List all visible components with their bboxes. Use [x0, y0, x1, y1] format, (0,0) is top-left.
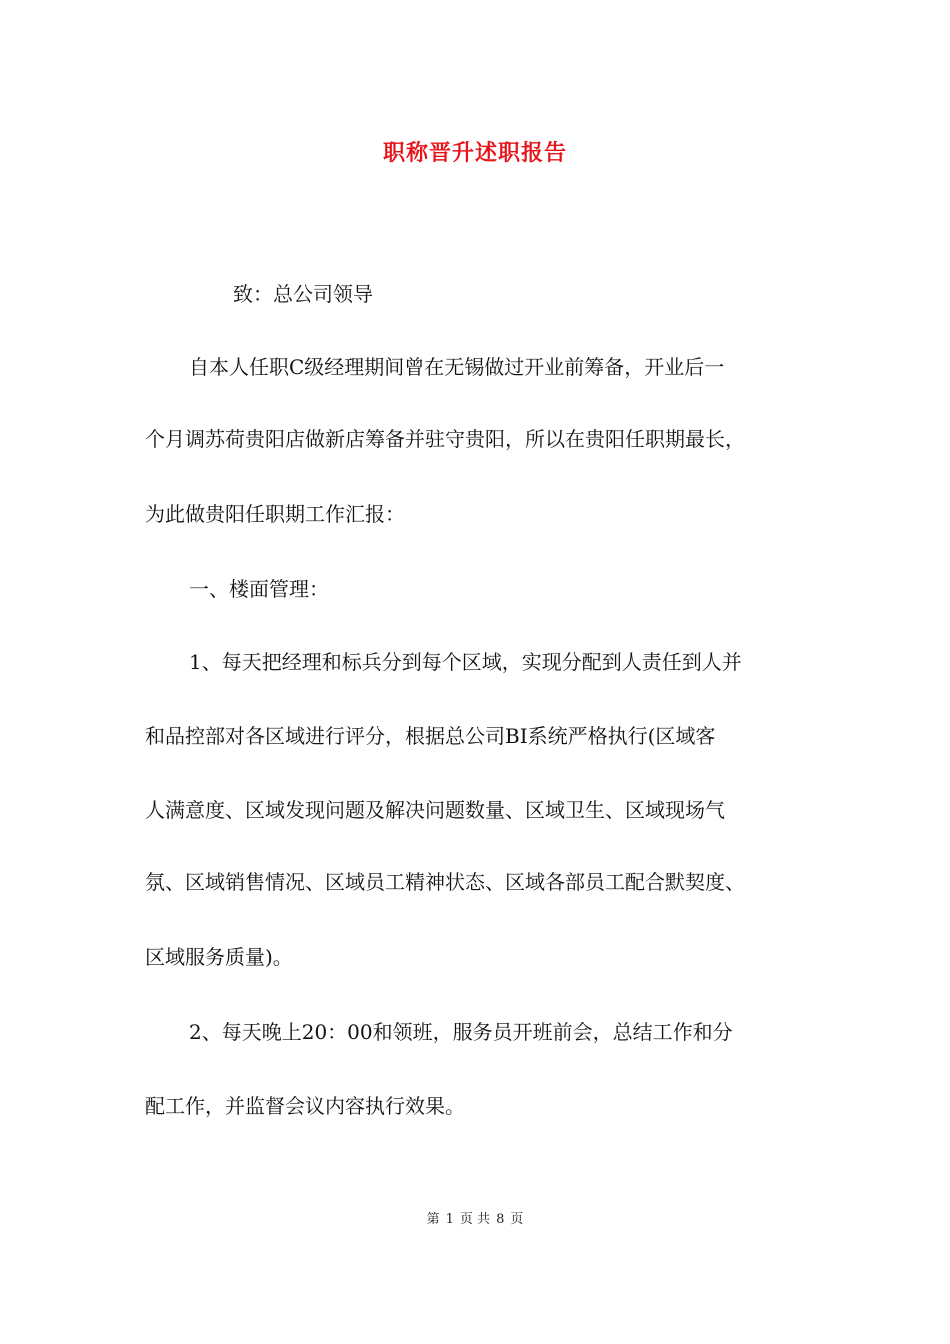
paragraph-line: 氛、区域销售情况、区域员工精神状态、区域各部员工配合默契度、	[145, 870, 745, 894]
footer-total-pages: 8	[496, 1212, 505, 1227]
paragraph-line: 为此做贵阳任职期工作汇报：	[145, 502, 405, 526]
paragraph-line: 2、每天晚上20：00和领班，服务员开班前会，总结工作和分	[189, 1020, 733, 1044]
paragraph-line: 个月调苏荷贵阳店做新店筹备并驻守贵阳，所以在贵阳任职期最长，	[145, 427, 745, 451]
paragraph-line: 和品控部对各区域进行评分，根据总公司BI系统严格执行(区域客	[145, 724, 716, 748]
footer-current-page: 1	[445, 1212, 454, 1227]
footer-prefix: 第	[426, 1212, 440, 1227]
paragraph-line: 配工作，并监督会议内容执行效果。	[145, 1094, 465, 1118]
page-number-footer	[0, 1208, 950, 1227]
footer-suffix: 页	[510, 1212, 524, 1227]
footer-mid: 页 共	[459, 1212, 491, 1227]
paragraph-line: 1、每天把经理和标兵分到每个区域，实现分配到人责任到人并	[189, 650, 742, 674]
salutation-line: 致：总公司领导	[233, 282, 373, 306]
paragraph-line: 区域服务质量)。	[145, 945, 293, 969]
document-title: 职称晋升述职报告	[382, 140, 567, 166]
paragraph-line: 人满意度、区域发现问题及解决问题数量、区域卫生、区域现场气	[145, 798, 725, 822]
section-heading: 一、楼面管理：	[189, 577, 329, 601]
paragraph-line: 自本人任职C级经理期间曾在无锡做过开业前筹备，开业后一	[189, 355, 725, 379]
